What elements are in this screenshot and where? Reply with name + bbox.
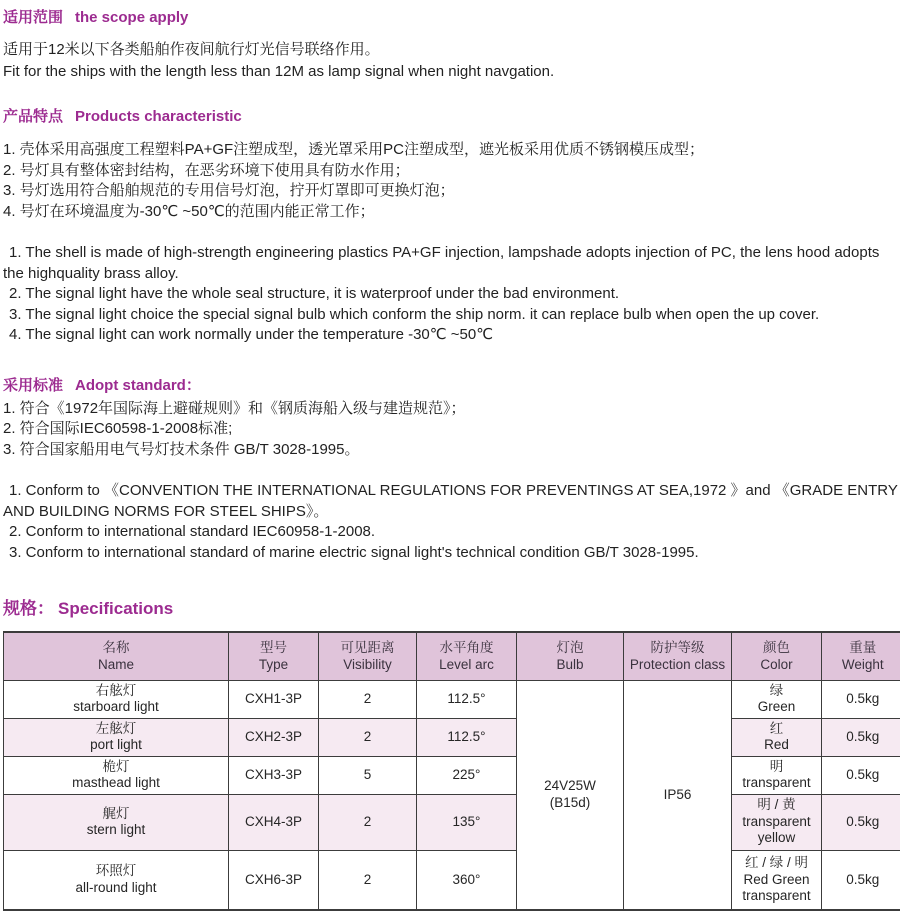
cell-color-en: Green <box>733 699 820 716</box>
cell-type: CXH1-3P <box>229 680 319 718</box>
cell-color <box>732 756 822 794</box>
col-header-type <box>229 632 319 680</box>
cell-type: CXH3-3P <box>229 756 319 794</box>
specifications-table <box>3 631 900 911</box>
standards-heading-zh: 采用标准 <box>3 377 63 394</box>
feature-item-zh: 2. 号灯具有整体密封结构，在恶劣环境下使用具有防水作用； <box>3 161 900 182</box>
col-header-en: Color <box>733 656 820 673</box>
cell-type: CXH4-3P <box>229 794 319 850</box>
standards-heading-en: Adopt standard： <box>75 377 201 394</box>
cell-name-zh: 右舷灯 <box>5 683 227 700</box>
col-header-zh: 名称 <box>5 639 227 656</box>
col-header-zh: 水平角度 <box>418 639 515 656</box>
cell-name-zh: 艉灯 <box>5 806 227 823</box>
cell-name <box>4 680 229 718</box>
col-header-zh: 灯泡 <box>518 639 622 656</box>
cell-color <box>732 850 822 910</box>
cell-name-zh: 环照灯 <box>5 863 227 880</box>
feature-item-zh: 3. 号灯选用符合船舶规范的专用信号灯泡，拧开灯罩即可更换灯泡； <box>3 181 900 202</box>
cell-name-en: masthead light <box>5 775 227 792</box>
col-header-zh: 防护等级 <box>625 639 730 656</box>
scope-heading-zh: 适用范围 <box>3 9 63 26</box>
cell-weight: 0.5kg <box>822 680 900 718</box>
cell-color-en: transparent <box>733 814 820 831</box>
standard-item-en: 3. Conform to international standard of marine electric signal light's technical condition GB/T 3028-1995. <box>3 543 900 564</box>
col-header-en: Visibility <box>320 656 415 673</box>
cell-color-zh: 明 <box>733 759 820 776</box>
col-header-zh: 可见距离 <box>320 639 415 656</box>
standard-item-en: 1. Conform to 《CONVENTION THE INTERNATIONAL REGULATIONS FOR PREVENTINGS AT SEA,1972 》and 《GRADE ENTRY AND BUILDING NORMS FOR STEEL SHIPS》。 <box>3 481 900 522</box>
cell-type: CXH2-3P <box>229 718 319 756</box>
features-list-en <box>3 243 900 346</box>
table-row <box>4 794 900 850</box>
cell-color <box>732 794 822 850</box>
cell-name-zh: 桅灯 <box>5 759 227 776</box>
bulb-base: (B15d) <box>518 795 622 812</box>
col-header-bulb <box>517 632 624 680</box>
cell-type: CXH6-3P <box>229 850 319 910</box>
cell-level-arc: 112.5° <box>417 718 517 756</box>
cell-color-en: Red Green <box>733 872 820 889</box>
table-row <box>4 680 900 718</box>
standards-heading <box>3 377 900 395</box>
col-header-en: Name <box>5 656 227 673</box>
cell-visibility: 2 <box>319 718 417 756</box>
standard-item-en: 2. Conform to international standard IEC60958-1-2008. <box>3 522 900 543</box>
cell-name-en: port light <box>5 737 227 754</box>
cell-weight: 0.5kg <box>822 850 900 910</box>
cell-weight: 0.5kg <box>822 756 900 794</box>
col-header-level-arc <box>417 632 517 680</box>
col-header-en: Weight <box>823 656 900 673</box>
col-header-en: Level arc <box>418 656 515 673</box>
scope-text-zh: 适用于12米以下各类船舶作夜间航行灯光信号联络作用。 <box>3 39 900 61</box>
cell-color-zh: 绿 <box>733 683 820 700</box>
cell-name <box>4 850 229 910</box>
cell-color-en: yellow <box>733 830 820 847</box>
standard-item-zh: 3. 符合国家船用电气号灯技术条件 GB/T 3028-1995。 <box>3 440 900 461</box>
cell-visibility: 2 <box>319 794 417 850</box>
cell-visibility: 2 <box>319 680 417 718</box>
scope-heading-en: the scope apply <box>75 9 188 26</box>
standards-list-en <box>3 481 900 563</box>
feature-item-zh: 4. 号灯在环境温度为-30℃ ~50℃的范围内能正常工作； <box>3 202 900 223</box>
standards-list-zh <box>3 399 900 461</box>
col-header-weight <box>822 632 900 680</box>
col-header-zh: 重量 <box>823 639 900 656</box>
features-heading <box>3 108 900 126</box>
feature-item-zh: 1. 壳体采用高强度工程塑料PA+GF注塑成型，透光罩采用PC注塑成型，遮光板采用优质不锈钢模压成型； <box>3 140 900 161</box>
col-header-en: Bulb <box>518 656 622 673</box>
cell-level-arc: 225° <box>417 756 517 794</box>
standard-item-zh: 2. 符合国际IEC60598-1-2008标准; <box>3 419 900 440</box>
table-row <box>4 718 900 756</box>
col-header-en: Protection class <box>625 656 730 673</box>
spacer <box>3 346 900 377</box>
cell-color-zh: 明 / 黄 <box>733 797 820 814</box>
cell-visibility: 2 <box>319 850 417 910</box>
table-header-row <box>4 632 900 680</box>
cell-visibility: 5 <box>319 756 417 794</box>
specifications-heading <box>3 599 900 619</box>
cell-name-en: stern light <box>5 822 227 839</box>
spacer <box>3 563 900 599</box>
cell-bulb <box>517 680 624 910</box>
col-header-protection-class <box>624 632 732 680</box>
col-header-visibility <box>319 632 417 680</box>
bulb-spec: 24V25W <box>518 778 622 795</box>
col-header-en: Type <box>230 656 317 673</box>
cell-color-en: transparent <box>733 888 820 905</box>
cell-color-zh: 红 <box>733 721 820 738</box>
col-header-color <box>732 632 822 680</box>
specifications-heading-en: Specifications <box>58 599 173 618</box>
table-row <box>4 850 900 910</box>
cell-weight: 0.5kg <box>822 794 900 850</box>
specifications-heading-zh: 规格： <box>3 599 54 618</box>
feature-item-en: 1. The shell is made of high-strength engineering plastics PA+GF injection, lampshade adopts injection of PC, the lens hood adopts the highquality brass alloy. <box>3 243 900 284</box>
features-heading-zh: 产品特点 <box>3 108 63 125</box>
cell-color <box>732 718 822 756</box>
cell-weight: 0.5kg <box>822 718 900 756</box>
feature-item-en: 2. The signal light have the whole seal structure, it is waterproof under the bad environment. <box>3 284 900 305</box>
cell-level-arc: 112.5° <box>417 680 517 718</box>
col-header-zh: 型号 <box>230 639 317 656</box>
spacer <box>3 83 900 108</box>
cell-name <box>4 756 229 794</box>
feature-item-en: 4. The signal light can work normally under the temperature -30℃ ~50℃ <box>3 325 900 346</box>
scope-heading <box>3 9 900 27</box>
standard-item-zh: 1. 符合《1972年国际海上避碰规则》和《钢质海船入级与建造规范》； <box>3 399 900 420</box>
cell-name <box>4 794 229 850</box>
cell-name-zh: 左舷灯 <box>5 721 227 738</box>
cell-level-arc: 360° <box>417 850 517 910</box>
cell-name <box>4 718 229 756</box>
table-row <box>4 756 900 794</box>
cell-name-en: all-round light <box>5 880 227 897</box>
col-header-name <box>4 632 229 680</box>
scope-text-en: Fit for the ships with the length less than 12M as lamp signal when night navgation. <box>3 61 900 83</box>
cell-color-en: transparent <box>733 775 820 792</box>
cell-name-en: starboard light <box>5 699 227 716</box>
features-heading-en: Products characteristic <box>75 108 242 125</box>
cell-protection-class: IP56 <box>624 680 732 910</box>
cell-level-arc: 135° <box>417 794 517 850</box>
cell-color-en: Red <box>733 737 820 754</box>
feature-item-en: 3. The signal light choice the special signal bulb which conform the ship norm. it can replace bulb when open the up cover. <box>3 305 900 326</box>
cell-color <box>732 680 822 718</box>
cell-color-zh: 红 / 绿 / 明 <box>733 855 820 872</box>
col-header-zh: 颜色 <box>733 639 820 656</box>
features-list-zh <box>3 140 900 222</box>
